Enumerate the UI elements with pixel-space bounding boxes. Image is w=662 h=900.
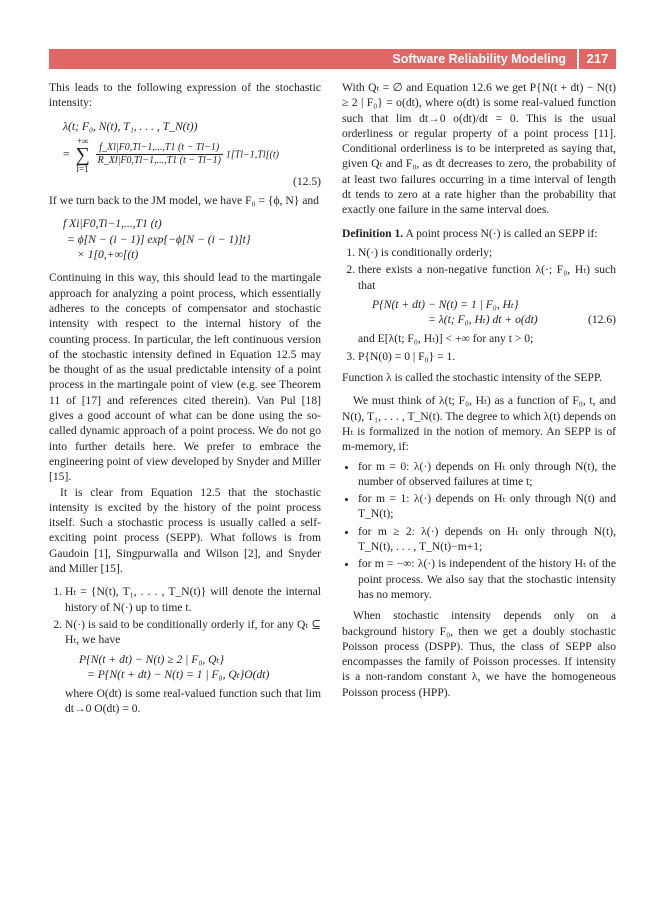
list-item: • for m = 0: λ(·) depends on Hₜ only through N(t), the number of observed failures at time t; bbox=[358, 459, 616, 490]
function-paragraph: Function λ is called the stochastic intensity of the SEPP. bbox=[342, 371, 603, 385]
indicator-term: 1[Tl−1,Tl[(t) bbox=[225, 149, 279, 161]
continuing-paragraph: Continuing in this way, this should lead to the martingale approach for analyzing a point process, which essentially adheres to the concepts of compensator and stochastic intensity with respect to the internal history of the counting process. In particular, the left continuous version of the stochastic intensity defined in Equation 12.5 may be thought of as the usual predictable intensity of a point process in the martingale point of view (e.g. see Theorem 11 of [17] and references cited therein). Van Pul [18] gives a good account of what can be done using the so-called dynamic approach of a point process. We do not go into further details here. We prefer to embrace the engineering point of view developed by Snyder and Miller [15]. bbox=[49, 271, 321, 484]
running-header bbox=[49, 49, 616, 69]
list-item: 2. N(·) is said to be conditionally orderly if, for any Qₜ ⊆ Hₜ, we have P{N(t + dt) − N(t) ≥ 2 | F₀, Qₜ} = P{N(t + dt) − N(t) = 1 | F₀, Qₜ}O(dt) where O(dt) is some real-valued function such that lim dt→0 O(dt) = 0. bbox=[65, 617, 321, 717]
list-item: 2. there exists a non-negative function λ(·; F₀, Hₜ) such that P{N(t + dt) − N(t) = 1 | F₀, Hₜ} = λ(t; F₀, Hₜ) dt + o(dt) (12.6) and E[λ(t; F₀, Hₜ)] < +∞ for any t > 0; bbox=[358, 262, 616, 346]
equation-12-6: P{N(t + dt) − N(t) = 1 | F₀, Hₜ} = λ(t; F₀, Hₜ) dt + o(dt) (12.6) bbox=[372, 297, 616, 327]
jm-density-equation: f Xi|F0,Ti−1,...,T1 (t) = ϕ[N − (i − 1)] exp{−ϕ[N − (i − 1)]t} × 1[0,+∞[(t) bbox=[63, 217, 251, 262]
jm-paragraph: If we turn back to the JM model, we have F₀ = {ϕ, N} and bbox=[49, 194, 319, 208]
running-title: Software Reliability Modeling bbox=[392, 52, 566, 66]
list-item: • for m ≥ 2: λ(·) depends on Hₜ only through N(t), T_N(t), . . . , T_N(t)−m+1; bbox=[358, 524, 616, 555]
dspp-paragraph: When stochastic intensity depends only on a background history F₀, then we get a doubly stochastic Poisson process (DSPP). Thus, the class of SEPP also encompasses the family of Poisson processes. If intensity is a non-random constant λ, we have the homogeneous Poisson process (HPP). bbox=[342, 609, 616, 699]
definition-1: Definition 1. A point process N(·) is called an SEPP if: bbox=[342, 226, 598, 240]
page-number: 217 bbox=[577, 49, 616, 69]
equation-number: (12.5) bbox=[292, 174, 321, 188]
list-item: • for m = −∞: λ(·) is independent of the history Hₜ of the point process. We also say that the stochastic intensity has no memory. bbox=[358, 556, 616, 602]
eq-12-5-lhs: λ(t; F₀, N(t), T₁, . . . , T_N(t)) bbox=[63, 119, 198, 133]
list-item: 3. P{N(0) = 0 | F₀} = 1. bbox=[358, 349, 616, 364]
self-exciting-paragraph: It is clear from Equation 12.5 that the stochastic intensity is excited by the history of the point process itself. Such a stochastic process is usually called a self-exciting point process (SEPP). What follows is from Gaudoin [1], Singpurwalla and Wilson [2], and Snyder and Miller [15]. bbox=[49, 485, 321, 576]
list-item: 1. Hₜ = {N(t), T₁, . . . , T_N(t)} will denote the internal history of N(·) up to time t. bbox=[65, 584, 321, 615]
list-item: • for m = 1: λ(·) depends on Hₜ only through N(t) and T_N(t); bbox=[358, 491, 616, 522]
sum-symbol: +∞ ∑ l=1 bbox=[75, 135, 90, 174]
equation-number: (12.6) bbox=[587, 313, 616, 327]
eq-12-5-fraction: $\frac{f\_Xl|F0,Tl-1,...,T1 (t - Tl-1)}{R\_Xl|F0,Tl-1,...,T1 (t - Tl-1)}$ bbox=[97, 142, 221, 167]
definition-heading: Definition 1. bbox=[342, 226, 404, 240]
equation-12-5: λ(t; F₀, N(t), T₁, . . . , T_N(t)) = +∞ ∑ l=1 $\frac{f\_Xl|F0,Tl-1,...,T1 (t - Tl-1)}{R\_Xl|F0,Tl-1,...,T1 (t - Tl-1)}$ 1[Tl−1,Tl[(t) (12.5) bbox=[63, 119, 321, 188]
intro-paragraph: This leads to the following expression of the stochastic intensity: bbox=[49, 81, 321, 110]
memory-paragraph: We must think of λ(t; F₀, Hₜ) as a function of F₀, t, and N(t), T₁, . . . , T_N(t). The degree to which λ(t) depends on Hₜ is formalized in the notion of memory. An SEPP is of m-memory, if: bbox=[342, 394, 616, 454]
right-column bbox=[342, 80, 616, 700]
orderliness-equation: P{N(t + dt) − N(t) ≥ 2 | F₀, Qₜ} = P{N(t + dt) − N(t) = 1 | F₀, Qₜ}O(dt) bbox=[79, 652, 270, 681]
memory-list bbox=[342, 459, 616, 603]
history-list bbox=[49, 584, 321, 716]
list-item: 1. N(·) is conditionally orderly; bbox=[358, 245, 616, 260]
left-column bbox=[49, 80, 321, 719]
orderliness-paragraph: With Qₜ = ∅ and Equation 12.6 we get P{N(t + dt) − N(t) ≥ 2 | F₀} = o(dt), where o(dt) is some real-valued function such that lim dt→0 o(dt)/dt = 0. This is the usual orderliness or regular property of a point process [11]. Conditional orderliness is to be interpreted as saying that, given Qₜ and F₀, as dt decreases to zero, the probability of at least two failures occurring in a time interval of length dt tends to zero at a rate higher than the probability that exactly one failure in the same interval does. bbox=[342, 81, 616, 217]
definition-list bbox=[342, 245, 616, 364]
